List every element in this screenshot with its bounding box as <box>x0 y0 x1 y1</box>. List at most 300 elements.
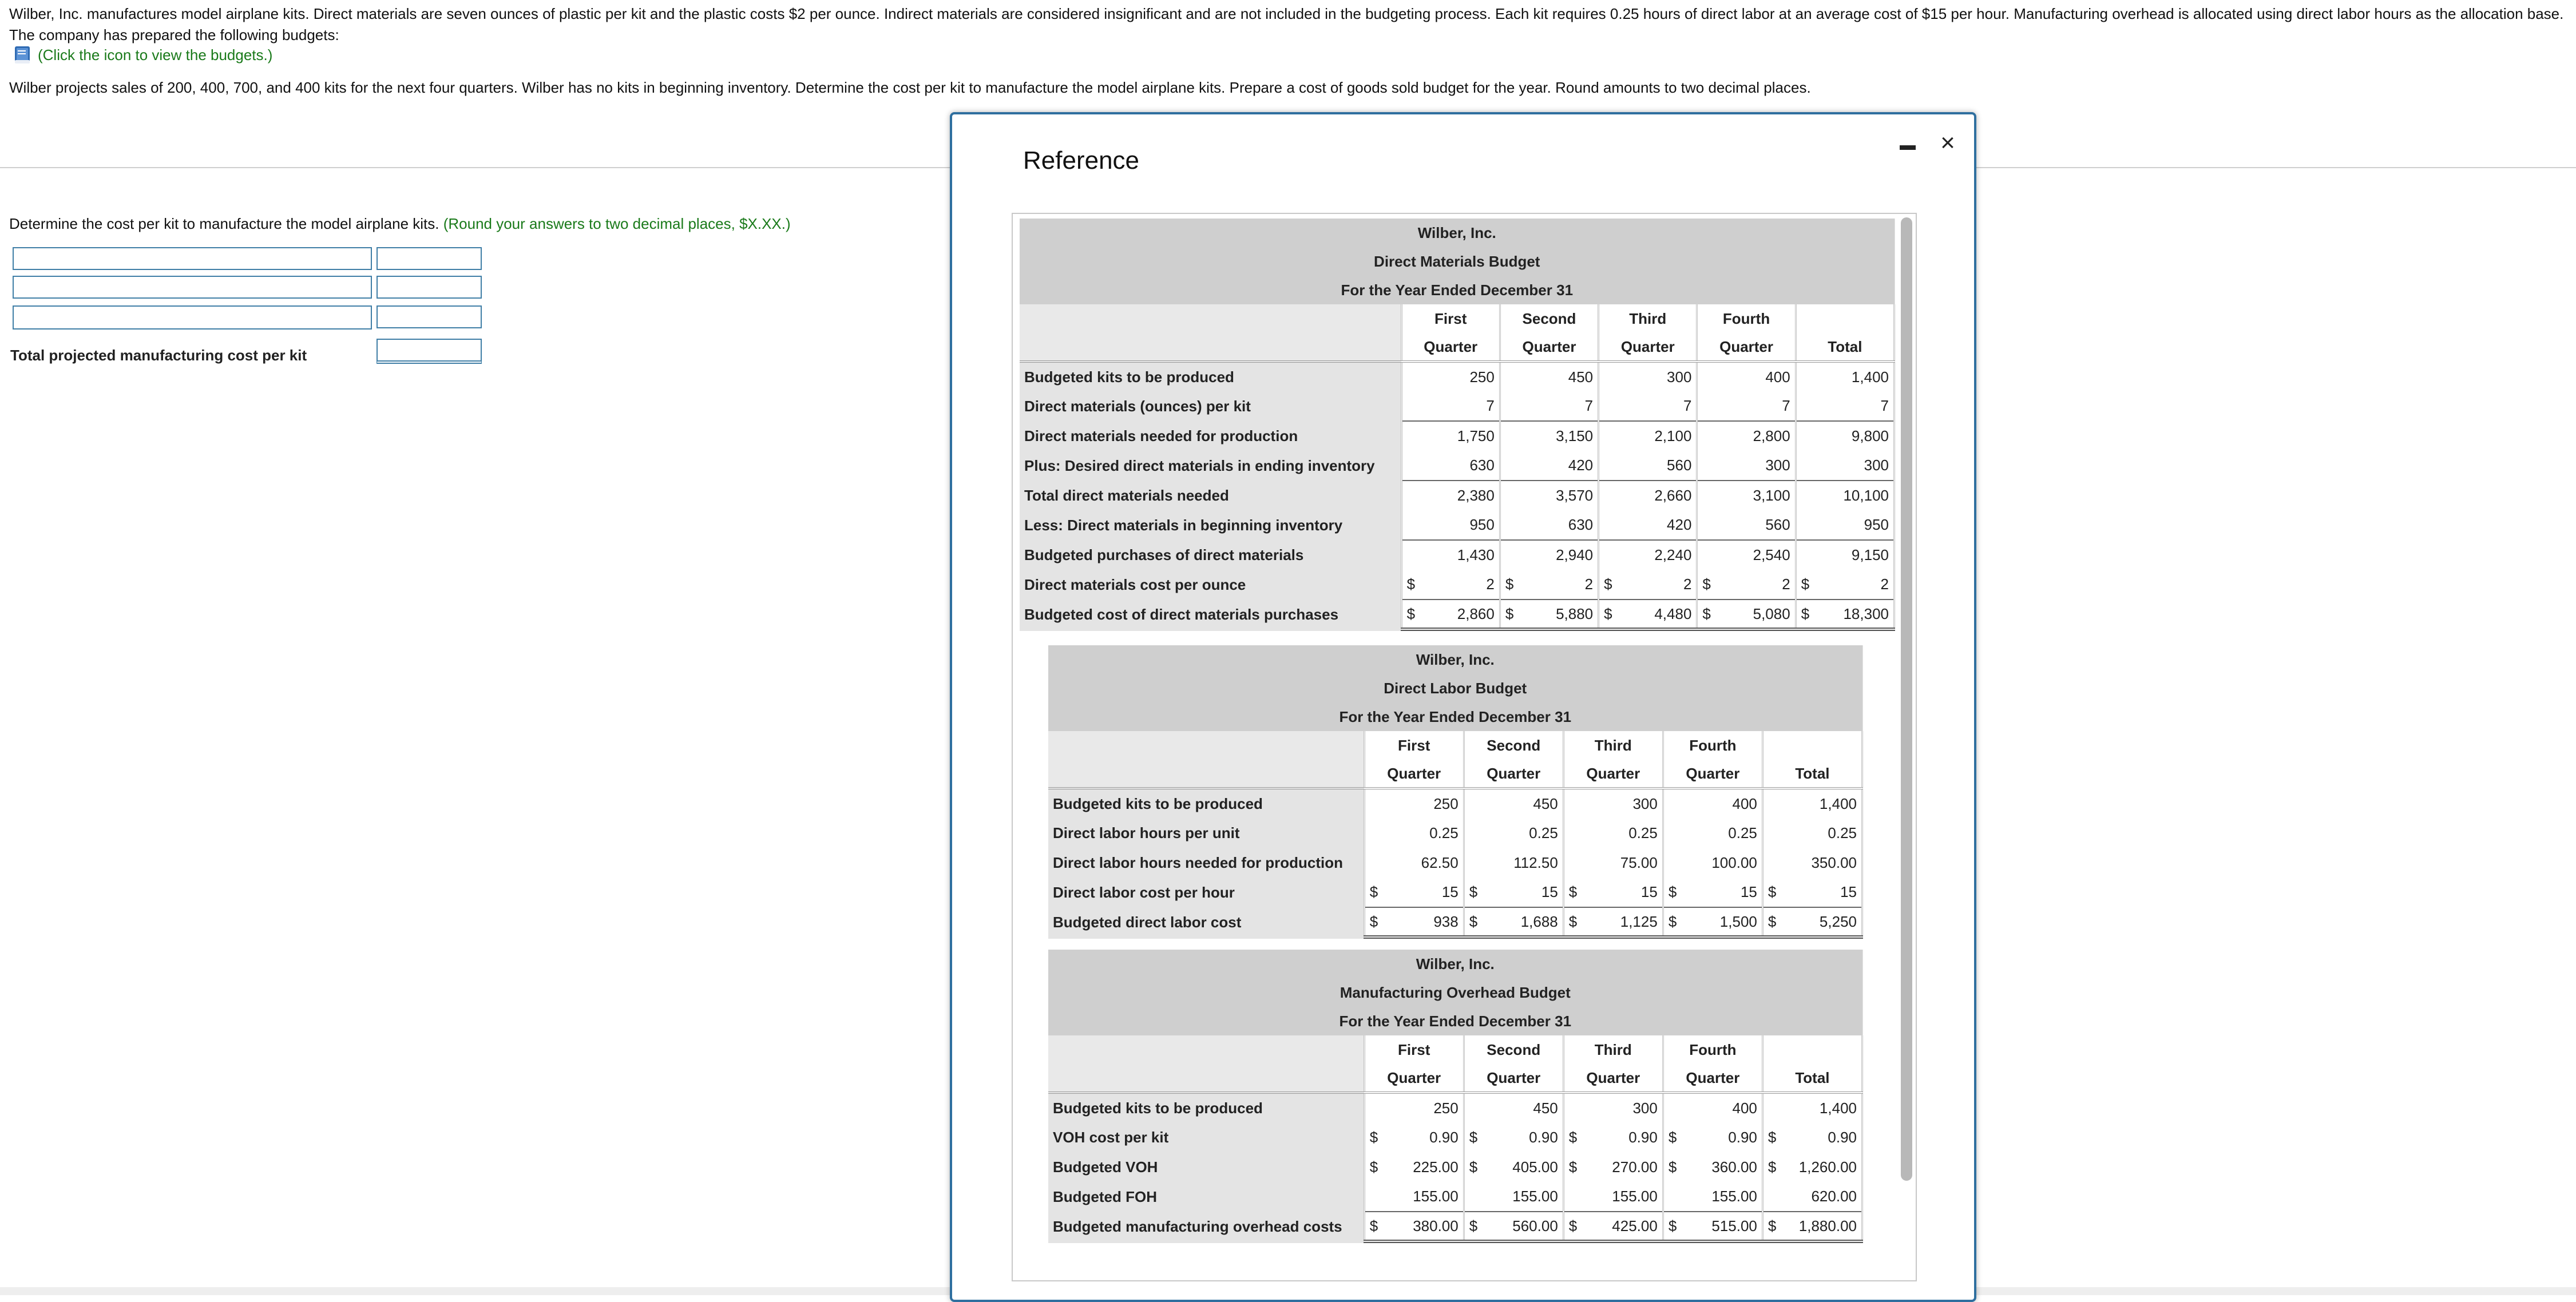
table-row <box>1020 481 1895 510</box>
table-cell <box>1599 451 1697 481</box>
cost-amount-input-1[interactable] <box>377 247 482 270</box>
table-row <box>1020 540 1895 570</box>
table-cell <box>1364 818 1464 848</box>
cell-value: 15 <box>1640 883 1658 900</box>
table-cell <box>1762 1212 1862 1241</box>
minimize-icon[interactable] <box>1900 145 1916 150</box>
table-cell <box>1762 1093 1862 1122</box>
currency-symbol: $ <box>1369 912 1378 930</box>
currency-symbol: $ <box>1767 1128 1777 1146</box>
header-spacer <box>1048 760 1364 788</box>
table-cell <box>1364 907 1464 937</box>
question-hint: (Round your answers to two decimal places, $X.XX.) <box>443 215 791 232</box>
table-cell <box>1500 600 1598 629</box>
budget-period: For the Year Ended December 31 <box>1020 276 1895 304</box>
cell-value: 630 <box>1469 457 1495 474</box>
cost-label-input-1[interactable] <box>13 247 372 270</box>
table-cell <box>1796 600 1894 629</box>
table-cell <box>1401 391 1500 421</box>
cell-value: 1,400 <box>1819 795 1857 812</box>
table-cell <box>1663 1182 1762 1212</box>
table-cell <box>1697 540 1796 570</box>
cell-value: 2,380 <box>1457 487 1495 504</box>
table-cell <box>1364 1152 1464 1182</box>
table-cell <box>1401 540 1500 570</box>
table-cell <box>1401 510 1500 540</box>
question-text <box>9 215 791 233</box>
table-row <box>1048 907 1862 937</box>
row-label: Budgeted cost of direct materials purchases <box>1020 600 1401 629</box>
cell-value: 560 <box>1765 516 1790 533</box>
table-cell <box>1796 510 1894 540</box>
table-cell <box>1697 451 1796 481</box>
column-header: Total <box>1796 333 1894 362</box>
table-cell <box>1663 848 1762 878</box>
currency-symbol: $ <box>1604 605 1612 622</box>
row-label: Plus: Desired direct materials in ending inventory <box>1020 451 1401 481</box>
task-text: Wilber projects sales of 200, 400, 700, and 400 kits for the next four quarters. Wilber has no kits in beginning inventory. Determine the cost per kit to manufacture the model airplane kits. Prepare a cost of goods sold budget for the year. Round amounts to two decimal places. <box>9 79 1811 96</box>
cell-value: 2,240 <box>1654 546 1692 563</box>
column-header: Third <box>1599 304 1697 333</box>
cell-value: 560.00 <box>1512 1217 1558 1234</box>
column-header: First <box>1401 304 1500 333</box>
table-cell <box>1663 1152 1762 1182</box>
budget-period: For the Year Ended December 31 <box>1048 702 1862 731</box>
cell-value: 450 <box>1533 1099 1558 1117</box>
table-row <box>1020 510 1895 540</box>
cell-value: 15 <box>1441 883 1459 900</box>
cell-value: 560 <box>1667 457 1692 474</box>
cell-value: 938 <box>1433 912 1459 930</box>
cell-value: 2,660 <box>1654 487 1692 504</box>
row-label: Direct labor cost per hour <box>1048 878 1364 907</box>
currency-symbol: $ <box>1469 883 1478 900</box>
table-cell <box>1563 1212 1663 1241</box>
cell-value: 9,800 <box>1851 427 1889 444</box>
cell-value: 300 <box>1864 457 1889 474</box>
table-cell <box>1663 1122 1762 1152</box>
table-row <box>1048 1212 1862 1241</box>
table-cell <box>1563 1182 1663 1212</box>
currency-symbol: $ <box>1406 575 1416 593</box>
cell-value: 112.50 <box>1513 854 1558 871</box>
cost-label-input-3[interactable] <box>13 305 372 330</box>
row-label: Budgeted direct labor cost <box>1048 907 1364 937</box>
currency-symbol: $ <box>1604 575 1612 593</box>
cell-value: 15 <box>1840 883 1857 900</box>
cell-value: 15 <box>1740 883 1757 900</box>
cell-value: 225.00 <box>1413 1158 1459 1176</box>
cell-value: 515.00 <box>1711 1217 1757 1234</box>
table-cell <box>1796 570 1894 600</box>
table-cell <box>1599 362 1697 391</box>
table-cell <box>1500 421 1598 451</box>
column-header: Quarter <box>1464 1064 1563 1093</box>
budget-name: Manufacturing Overhead Budget <box>1048 978 1862 1007</box>
cell-value: 7 <box>1880 397 1889 414</box>
column-header: Quarter <box>1599 333 1697 362</box>
table-cell <box>1599 540 1697 570</box>
table-cell <box>1364 848 1464 878</box>
table-cell <box>1364 788 1464 818</box>
column-header: Quarter <box>1563 1064 1663 1093</box>
row-label: Budgeted VOH <box>1048 1152 1364 1182</box>
cell-value: 0.25 <box>1728 824 1757 841</box>
cell-value: 155.00 <box>1711 1188 1757 1205</box>
column-header <box>1762 1035 1862 1064</box>
table-cell <box>1762 878 1862 907</box>
row-label: Direct labor hours per unit <box>1048 818 1364 848</box>
table-cell <box>1563 788 1663 818</box>
currency-symbol: $ <box>1568 883 1578 900</box>
currency-symbol: $ <box>1702 575 1711 593</box>
table-row <box>1020 600 1895 629</box>
column-header: Total <box>1762 1064 1862 1093</box>
table-cell <box>1563 907 1663 937</box>
column-header: Quarter <box>1697 333 1796 362</box>
cell-value: 1,688 <box>1520 912 1558 930</box>
currency-symbol: $ <box>1469 912 1478 930</box>
currency-symbol: $ <box>1469 1128 1478 1146</box>
table-cell <box>1364 1093 1464 1122</box>
currency-symbol: $ <box>1668 883 1677 900</box>
cell-value: 2 <box>1683 575 1692 593</box>
cell-value: 450 <box>1568 368 1594 386</box>
table-row <box>1048 1182 1862 1212</box>
table-cell <box>1762 848 1862 878</box>
budget-company: Wilber, Inc. <box>1048 950 1862 978</box>
table-cell <box>1563 1093 1663 1122</box>
table-cell <box>1364 1122 1464 1152</box>
cell-value: 450 <box>1533 795 1558 812</box>
currency-symbol: $ <box>1369 1217 1378 1234</box>
table-cell <box>1796 362 1894 391</box>
table-cell <box>1663 907 1762 937</box>
row-label: VOH cost per kit <box>1048 1122 1364 1152</box>
cell-value: 1,400 <box>1851 368 1889 386</box>
cell-value: 2,940 <box>1556 546 1594 563</box>
column-header: Quarter <box>1663 760 1762 788</box>
column-header: Quarter <box>1364 1064 1464 1093</box>
column-header: Total <box>1762 760 1862 788</box>
cell-value: 250 <box>1433 795 1459 812</box>
cell-value: 0.25 <box>1828 824 1857 841</box>
column-header: Fourth <box>1663 731 1762 760</box>
table-cell <box>1697 600 1796 629</box>
table-cell <box>1697 510 1796 540</box>
table-row <box>1048 788 1862 818</box>
cell-value: 75.00 <box>1620 854 1658 871</box>
currency-symbol: $ <box>1369 1158 1378 1176</box>
table-cell <box>1401 421 1500 451</box>
table-cell <box>1401 481 1500 510</box>
cost-amount-input-3[interactable] <box>377 305 482 328</box>
row-label: Direct labor hours needed for production <box>1048 848 1364 878</box>
cell-value: 1,125 <box>1620 912 1658 930</box>
cell-value: 3,150 <box>1556 427 1594 444</box>
row-label: Budgeted kits to be produced <box>1048 1093 1364 1122</box>
table-cell <box>1796 481 1894 510</box>
table-cell <box>1599 510 1697 540</box>
row-label: Direct materials cost per ounce <box>1020 570 1401 600</box>
currency-symbol: $ <box>1767 1158 1777 1176</box>
table-cell <box>1464 878 1563 907</box>
cell-value: 1,400 <box>1819 1099 1857 1117</box>
table-cell <box>1401 451 1500 481</box>
column-header: First <box>1364 1035 1464 1064</box>
table-cell <box>1364 1212 1464 1241</box>
currency-symbol: $ <box>1568 1158 1578 1176</box>
cell-value: 4,480 <box>1654 605 1692 622</box>
table-cell <box>1563 1122 1663 1152</box>
currency-symbol: $ <box>1801 575 1810 593</box>
cell-value: 300 <box>1632 1099 1658 1117</box>
table-cell <box>1464 1182 1563 1212</box>
cell-value: 2 <box>1880 575 1889 593</box>
table-cell <box>1697 570 1796 600</box>
header-spacer <box>1020 333 1401 362</box>
cell-value: 1,750 <box>1457 427 1495 444</box>
column-header: Fourth <box>1697 304 1796 333</box>
currency-symbol: $ <box>1668 1158 1677 1176</box>
table-cell <box>1464 818 1563 848</box>
budget-name: Direct Materials Budget <box>1020 247 1895 276</box>
table-cell <box>1500 391 1598 421</box>
cell-value: 0.90 <box>1529 1128 1558 1146</box>
table-cell <box>1464 1122 1563 1152</box>
cell-value: 400 <box>1765 368 1790 386</box>
cell-value: 62.50 <box>1421 854 1459 871</box>
cell-value: 1,880.00 <box>1798 1217 1857 1234</box>
header-spacer <box>1048 1035 1364 1064</box>
cell-value: 155.00 <box>1612 1188 1658 1205</box>
column-header <box>1762 731 1862 760</box>
currency-symbol: $ <box>1767 912 1777 930</box>
cell-value: 0.90 <box>1429 1128 1459 1146</box>
cell-value: 300 <box>1667 368 1692 386</box>
cell-value: 620.00 <box>1811 1188 1857 1205</box>
column-header: Second <box>1500 304 1598 333</box>
cell-value: 420 <box>1667 516 1692 533</box>
table-cell <box>1697 362 1796 391</box>
cell-value: 15 <box>1541 883 1558 900</box>
table-row <box>1048 1122 1862 1152</box>
currency-symbol: $ <box>1801 605 1810 622</box>
cell-value: 270.00 <box>1612 1158 1658 1176</box>
table-cell <box>1599 600 1697 629</box>
table-cell <box>1663 878 1762 907</box>
table-cell <box>1401 600 1500 629</box>
cell-value: 250 <box>1469 368 1495 386</box>
table-cell <box>1697 421 1796 451</box>
table-cell <box>1762 907 1862 937</box>
table-cell <box>1500 362 1598 391</box>
column-header <box>1796 304 1894 333</box>
currency-symbol: $ <box>1668 912 1677 930</box>
cell-value: 350.00 <box>1811 854 1857 871</box>
table-cell <box>1796 540 1894 570</box>
table-cell <box>1663 1212 1762 1241</box>
row-label: Direct materials needed for production <box>1020 421 1401 451</box>
column-header: First <box>1364 731 1464 760</box>
currency-symbol: $ <box>1505 575 1514 593</box>
cell-value: 250 <box>1433 1099 1459 1117</box>
budget-company: Wilber, Inc. <box>1020 219 1895 247</box>
budget-name: Direct Labor Budget <box>1048 674 1862 702</box>
table-cell <box>1697 481 1796 510</box>
table-cell <box>1762 1182 1862 1212</box>
row-label: Less: Direct materials in beginning inventory <box>1020 510 1401 540</box>
cell-value: 400 <box>1732 795 1757 812</box>
modal-title: Reference <box>1023 146 1140 174</box>
close-icon[interactable]: × <box>1940 129 1955 157</box>
table-row <box>1020 421 1895 451</box>
table-cell <box>1563 878 1663 907</box>
table-cell <box>1697 391 1796 421</box>
currency-symbol: $ <box>1702 605 1711 622</box>
cell-value: 7 <box>1486 397 1495 414</box>
cell-value: 630 <box>1568 516 1594 533</box>
column-header: Quarter <box>1563 760 1663 788</box>
cell-value: 2,100 <box>1654 427 1692 444</box>
currency-symbol: $ <box>1469 1217 1478 1234</box>
row-label: Direct materials (ounces) per kit <box>1020 391 1401 421</box>
cell-value: 300 <box>1765 457 1790 474</box>
table-cell <box>1464 1093 1563 1122</box>
table-cell <box>1500 540 1598 570</box>
table-cell <box>1500 570 1598 600</box>
budgets-scroll-area[interactable] <box>1012 213 1917 1281</box>
cost-label-input-2[interactable] <box>13 276 372 299</box>
row-label: Budgeted kits to be produced <box>1048 788 1364 818</box>
table-cell <box>1663 818 1762 848</box>
cell-value: 7 <box>1584 397 1594 414</box>
column-header: Fourth <box>1663 1035 1762 1064</box>
row-label: Budgeted purchases of direct materials <box>1020 540 1401 570</box>
header-spacer <box>1020 304 1401 333</box>
table-row <box>1020 570 1895 600</box>
cell-value: 0.25 <box>1429 824 1459 841</box>
cell-value: 1,430 <box>1457 546 1495 563</box>
cell-value: 2,540 <box>1753 546 1790 563</box>
book-icon[interactable] <box>11 44 33 66</box>
row-label: Budgeted FOH <box>1048 1182 1364 1212</box>
table-cell <box>1464 848 1563 878</box>
cell-value: 405.00 <box>1512 1158 1558 1176</box>
total-cost-label: Total projected manufacturing cost per kit <box>10 347 307 364</box>
cell-value: 380.00 <box>1413 1217 1459 1234</box>
table-cell <box>1401 362 1500 391</box>
row-label: Total direct materials needed <box>1020 481 1401 510</box>
currency-symbol: $ <box>1406 605 1416 622</box>
column-header: Second <box>1464 1035 1563 1064</box>
total-cost-input[interactable] <box>377 339 482 364</box>
cell-value: 155.00 <box>1413 1188 1459 1205</box>
table-cell <box>1796 421 1894 451</box>
table-cell <box>1599 391 1697 421</box>
row-label: Budgeted manufacturing overhead costs <box>1048 1212 1364 1241</box>
table-row <box>1048 1152 1862 1182</box>
cell-value: 2 <box>1782 575 1790 593</box>
cell-value: 2 <box>1486 575 1495 593</box>
cell-value: 1,260.00 <box>1798 1158 1857 1176</box>
cell-value: 5,880 <box>1556 605 1594 622</box>
table-cell <box>1762 1122 1862 1152</box>
problem-intro: Wilber, Inc. manufactures model airplane kits. Direct materials are seven ounces of plastic per kit and the plastic costs $2 per ounce. Indirect materials are considered insignificant and are not included in the budgeting process. Each kit requires 0.25 hours of direct labor at an average cost of $15 per hour. Manufacturing overhead is allocated using direct labor hours as the allocation base. The company has prepared the following budgets: <box>9 5 2564 43</box>
currency-symbol: $ <box>1668 1217 1677 1234</box>
table-cell <box>1599 570 1697 600</box>
cell-value: 10,100 <box>1843 487 1889 504</box>
reference-modal <box>950 112 1976 1302</box>
cell-value: 0.25 <box>1628 824 1658 841</box>
table-cell <box>1599 481 1697 510</box>
table-cell <box>1762 1152 1862 1182</box>
table-row <box>1048 878 1862 907</box>
cell-value: 3,570 <box>1556 487 1594 504</box>
cell-value: 7 <box>1782 397 1790 414</box>
table-cell <box>1364 878 1464 907</box>
cell-value: 2,800 <box>1753 427 1790 444</box>
cell-value: 400 <box>1732 1099 1757 1117</box>
currency-symbol: $ <box>1469 1158 1478 1176</box>
currency-symbol: $ <box>1505 605 1514 622</box>
cost-amount-input-2[interactable] <box>377 276 482 299</box>
currency-symbol: $ <box>1767 1217 1777 1234</box>
table-cell <box>1464 788 1563 818</box>
header-spacer <box>1048 1064 1364 1093</box>
budgets-link-text[interactable]: (Click the icon to view the budgets.) <box>38 46 273 63</box>
cell-value: 0.90 <box>1828 1128 1857 1146</box>
table-row <box>1020 391 1895 421</box>
column-header: Quarter <box>1364 760 1464 788</box>
currency-symbol: $ <box>1568 912 1578 930</box>
table-cell <box>1500 481 1598 510</box>
table-cell <box>1364 1182 1464 1212</box>
currency-symbol: $ <box>1568 1217 1578 1234</box>
cell-value: 5,250 <box>1819 912 1857 930</box>
cell-value: 2,860 <box>1457 605 1495 622</box>
cell-value: 3,100 <box>1753 487 1790 504</box>
modal-scrollbar[interactable] <box>1901 217 1912 1181</box>
table-cell <box>1401 570 1500 600</box>
table-cell <box>1663 788 1762 818</box>
column-header: Third <box>1563 1035 1663 1064</box>
table-cell <box>1563 1152 1663 1182</box>
column-header: Quarter <box>1500 333 1598 362</box>
cell-value: 300 <box>1632 795 1658 812</box>
table-cell <box>1563 848 1663 878</box>
currency-symbol: $ <box>1767 883 1777 900</box>
cell-value: 950 <box>1864 516 1889 533</box>
column-header: Second <box>1464 731 1563 760</box>
cell-value: 0.25 <box>1529 824 1558 841</box>
table-cell <box>1500 510 1598 540</box>
table-row <box>1048 848 1862 878</box>
manufacturing-overhead-budget-table <box>1048 950 1863 1243</box>
cell-value: 0.90 <box>1628 1128 1658 1146</box>
column-header: Quarter <box>1401 333 1500 362</box>
cell-value: 7 <box>1683 397 1692 414</box>
cell-value: 9,150 <box>1851 546 1889 563</box>
table-row <box>1048 1093 1862 1122</box>
table-cell <box>1663 1093 1762 1122</box>
currency-symbol: $ <box>1568 1128 1578 1146</box>
table-cell <box>1563 818 1663 848</box>
budgets-link[interactable] <box>11 42 272 68</box>
direct-labor-budget-table <box>1048 645 1863 939</box>
budget-company: Wilber, Inc. <box>1048 645 1862 674</box>
cell-value: 425.00 <box>1612 1217 1658 1234</box>
